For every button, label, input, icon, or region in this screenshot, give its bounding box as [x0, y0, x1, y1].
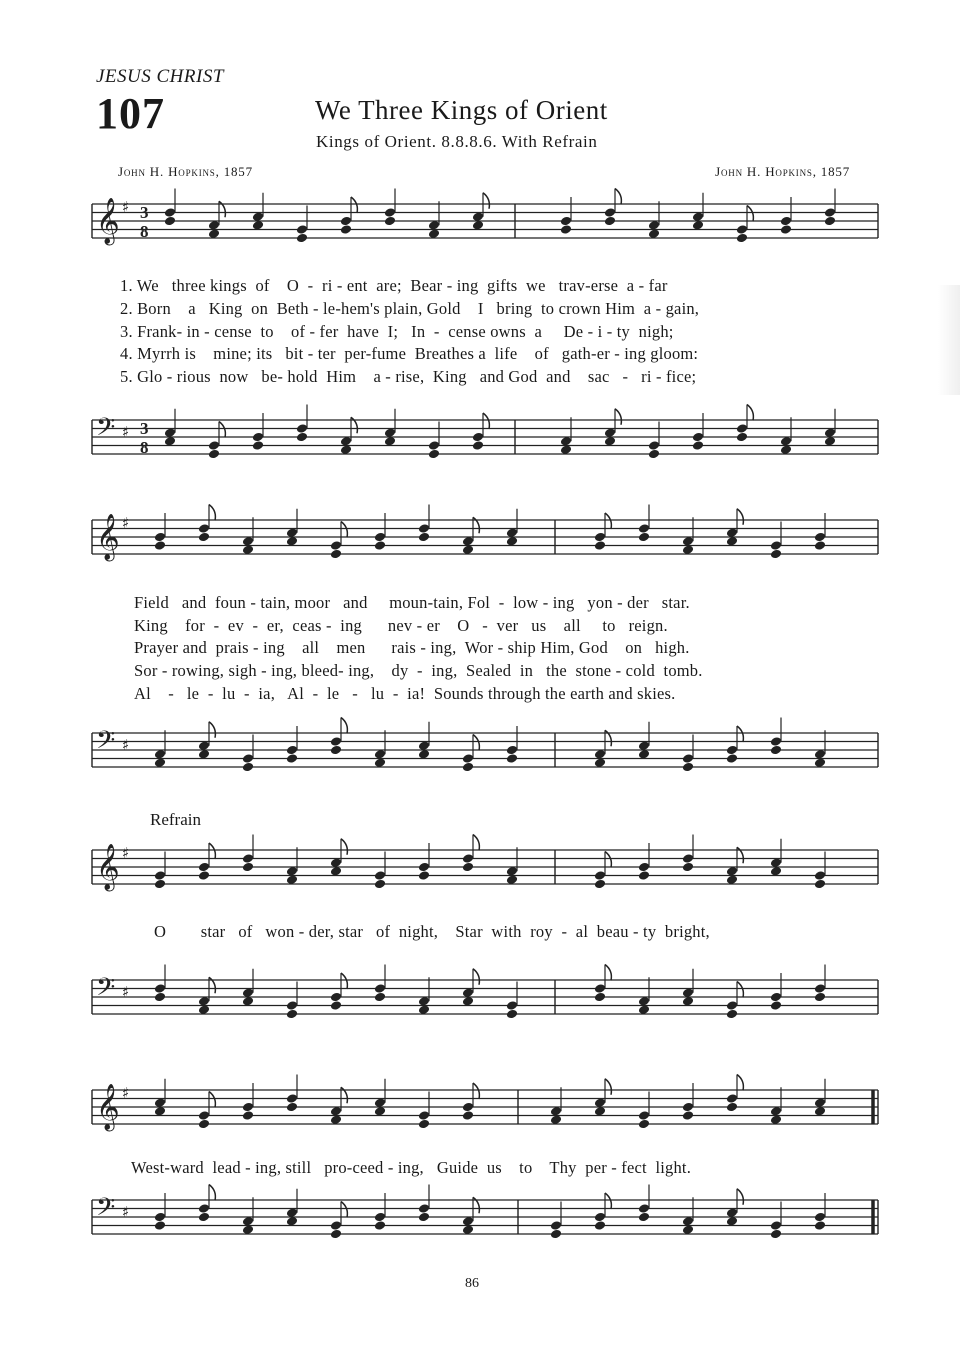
- notehead: [824, 216, 836, 227]
- notehead: [648, 440, 660, 451]
- notehead: [814, 992, 826, 1003]
- notehead: [374, 992, 386, 1003]
- note-flag: [341, 718, 347, 734]
- notehead: [736, 423, 748, 434]
- notehead: [286, 1009, 298, 1020]
- notehead: [594, 879, 606, 890]
- notehead: [164, 216, 176, 227]
- notehead: [330, 745, 342, 756]
- notehead: [374, 1212, 386, 1223]
- verse-5-line-b: Al - le - lu - ia, Al - le - lu - ia! Sounds through the earth and skies.: [134, 684, 676, 703]
- notehead: [418, 523, 430, 534]
- notehead: [814, 532, 826, 543]
- notehead: [384, 207, 396, 218]
- note-flag: [737, 982, 743, 998]
- notehead: [154, 1220, 166, 1231]
- notehead: [736, 432, 748, 443]
- notehead: [780, 216, 792, 227]
- sharp-icon: ♯: [122, 514, 130, 532]
- notehead: [506, 745, 518, 756]
- notehead: [286, 1093, 298, 1104]
- notehead: [418, 1203, 430, 1214]
- note-flag: [341, 839, 347, 855]
- words-credit: John H. Hopkins, 1857: [118, 164, 253, 179]
- notehead: [770, 736, 782, 747]
- notehead: [638, 523, 650, 534]
- notehead: [550, 1220, 562, 1231]
- notehead: [736, 233, 748, 244]
- notehead: [242, 1102, 254, 1113]
- notehead: [506, 1009, 518, 1020]
- notehead: [242, 762, 254, 773]
- refrain-line-2: West-ward lead - ing, still pro-ceed - ing, Guide us to Thy per - fect light.: [131, 1158, 692, 1177]
- sharp-icon: ♯: [122, 983, 130, 1001]
- notehead: [560, 216, 572, 227]
- notehead: [594, 983, 606, 994]
- hymn-title: We Three Kings of Orient: [315, 95, 608, 125]
- notehead: [374, 532, 386, 543]
- notehead: [154, 992, 166, 1003]
- notehead: [198, 532, 210, 543]
- notehead: [648, 449, 660, 460]
- notehead: [462, 753, 474, 764]
- notehead: [374, 540, 386, 551]
- treble-clef-icon: 𝄞: [96, 1084, 120, 1130]
- note-flag: [615, 189, 621, 205]
- notehead: [330, 1000, 342, 1011]
- notehead: [726, 1093, 738, 1104]
- notehead: [198, 1110, 210, 1121]
- notehead: [296, 224, 308, 235]
- note-flag: [209, 505, 215, 521]
- notehead: [330, 736, 342, 747]
- notehead: [770, 1229, 782, 1240]
- page-edge-shadow: [938, 285, 960, 395]
- notehead: [418, 1110, 430, 1121]
- note-flag: [737, 726, 743, 742]
- note-flag: [341, 973, 347, 989]
- verse-4-line-a: 4. Myrrh is mine; its bit - ter per-fume Breathes a life of gath-er - ing gloom:: [120, 344, 699, 363]
- notehead: [286, 745, 298, 756]
- notehead: [726, 745, 738, 756]
- note-flag: [605, 965, 611, 981]
- verse-3-line-a: 3. Frank- in - cense to of - fer have I; In - cense owns a De - i - ty nigh;: [120, 322, 674, 341]
- notehead: [154, 532, 166, 543]
- notehead: [418, 1212, 430, 1223]
- notehead: [154, 983, 166, 994]
- notehead: [462, 853, 474, 864]
- notehead: [374, 983, 386, 994]
- treble-clef-icon: 𝄞: [96, 514, 120, 560]
- treble-clef-icon: 𝄞: [96, 198, 120, 244]
- note-flag: [341, 1202, 347, 1218]
- bass-clef-icon: 𝄢: [96, 973, 116, 1008]
- notehead: [770, 1220, 782, 1231]
- notehead: [814, 879, 826, 890]
- notehead: [604, 207, 616, 218]
- notehead: [638, 1110, 650, 1121]
- notehead: [692, 440, 704, 451]
- notehead: [594, 870, 606, 881]
- notehead: [330, 992, 342, 1003]
- notehead: [154, 540, 166, 551]
- notehead: [814, 1220, 826, 1231]
- notehead: [462, 862, 474, 873]
- note-flag: [351, 197, 357, 213]
- notehead: [242, 1110, 254, 1121]
- refrain-label: Refrain: [150, 810, 201, 829]
- note-flag: [219, 422, 225, 438]
- note-flag: [341, 522, 347, 538]
- notehead: [198, 862, 210, 873]
- notehead: [428, 449, 440, 460]
- notehead: [594, 1220, 606, 1231]
- notehead: [340, 216, 352, 227]
- bass-clef-icon: 𝄢: [96, 413, 116, 448]
- notehead: [682, 762, 694, 773]
- notehead: [154, 870, 166, 881]
- note-flag: [737, 1189, 743, 1205]
- note-flag: [483, 413, 489, 429]
- notehead: [208, 440, 220, 451]
- notehead: [374, 1220, 386, 1231]
- notehead: [814, 540, 826, 551]
- section-heading: JESUS CHRIST: [96, 66, 224, 87]
- notehead: [638, 870, 650, 881]
- note-flag: [737, 509, 743, 525]
- note-flag: [605, 1079, 611, 1095]
- notehead: [296, 432, 308, 443]
- notehead: [726, 1009, 738, 1020]
- notehead: [604, 216, 616, 227]
- hymn-number: 107: [96, 89, 165, 138]
- notehead: [330, 549, 342, 560]
- notehead: [814, 983, 826, 994]
- notehead: [242, 753, 254, 764]
- notehead: [462, 1102, 474, 1113]
- notehead: [682, 862, 694, 873]
- note-flag: [209, 1185, 215, 1201]
- notehead: [824, 207, 836, 218]
- notehead: [418, 532, 430, 543]
- notehead: [692, 432, 704, 443]
- notehead: [726, 1000, 738, 1011]
- notehead: [594, 992, 606, 1003]
- notehead: [198, 523, 210, 534]
- note-flag: [747, 405, 753, 421]
- notehead: [770, 540, 782, 551]
- notehead: [198, 1119, 210, 1130]
- notehead: [814, 1212, 826, 1223]
- notehead: [374, 870, 386, 881]
- notehead: [638, 862, 650, 873]
- time-signature-top: 3: [140, 203, 149, 222]
- notehead: [770, 992, 782, 1003]
- note-flag: [473, 835, 479, 851]
- notehead: [418, 862, 430, 873]
- note-flag: [483, 193, 489, 209]
- note-flag: [605, 852, 611, 868]
- notehead: [198, 1203, 210, 1214]
- notehead: [296, 233, 308, 244]
- notehead: [296, 423, 308, 434]
- verse-3-line-b: Prayer and prais - ing all men rais - ing, Wor - ship Him, God on high.: [134, 638, 690, 657]
- sharp-icon: ♯: [122, 423, 130, 441]
- sharp-icon: ♯: [122, 1084, 130, 1102]
- notehead: [198, 870, 210, 881]
- notehead: [682, 1102, 694, 1113]
- notehead: [726, 753, 738, 764]
- note-flag: [473, 1083, 479, 1099]
- verse-2-line-b: King for - ev - er, ceas - ing nev - er O - ver us all to reign.: [134, 616, 668, 635]
- notehead: [736, 224, 748, 235]
- note-flag: [209, 843, 215, 859]
- time-signature-bottom: 8: [140, 222, 149, 241]
- notehead: [286, 1102, 298, 1113]
- notehead: [154, 1212, 166, 1223]
- notehead: [340, 224, 352, 235]
- sharp-icon: ♯: [122, 198, 130, 216]
- notehead: [506, 753, 518, 764]
- tune-meter: Kings of Orient. 8.8.8.6. With Refrain: [316, 132, 598, 151]
- notehead: [330, 1229, 342, 1240]
- notehead: [726, 1102, 738, 1113]
- notehead: [594, 540, 606, 551]
- page-number: 86: [465, 1276, 479, 1291]
- notehead: [770, 549, 782, 560]
- note-flag: [473, 969, 479, 985]
- note-flag: [209, 1092, 215, 1108]
- verse-5-line-a: 5. Glo - rious now be- hold Him a - rise, King and God and sac - ri - fice;: [120, 367, 697, 386]
- notehead: [770, 1000, 782, 1011]
- music-credit: John H. Hopkins, 1857: [715, 164, 850, 179]
- notehead: [154, 879, 166, 890]
- notehead: [638, 1212, 650, 1223]
- notehead: [286, 753, 298, 764]
- notehead: [472, 432, 484, 443]
- notehead: [242, 853, 254, 864]
- notehead: [638, 532, 650, 543]
- notehead: [242, 862, 254, 873]
- note-flag: [209, 722, 215, 738]
- note-flag: [737, 1075, 743, 1091]
- notehead: [198, 1212, 210, 1223]
- notehead: [638, 1203, 650, 1214]
- notehead: [682, 853, 694, 864]
- bass-clef-icon: 𝄢: [96, 726, 116, 761]
- verse-1-line-b: Field and foun - tain, moor and moun-tain, Fol - low - ing yon - der star.: [134, 593, 690, 612]
- note-flag: [605, 513, 611, 529]
- time-signature-top: 3: [140, 419, 149, 438]
- notehead: [384, 216, 396, 227]
- notehead: [594, 532, 606, 543]
- notehead: [418, 1119, 430, 1130]
- notehead: [594, 1212, 606, 1223]
- refrain-line-1: O star of won - der, star of night, Star with roy - al beau - ty bright,: [154, 922, 710, 941]
- notehead: [462, 1110, 474, 1121]
- notehead: [506, 1000, 518, 1011]
- notehead: [550, 1229, 562, 1240]
- verse-4-line-b: Sor - rowing, sigh - ing, bleed- ing, dy - ing, Sealed in the stone - cold tomb.: [134, 661, 703, 680]
- time-signature-bottom: 8: [140, 438, 149, 457]
- notehead: [770, 745, 782, 756]
- notehead: [286, 1000, 298, 1011]
- notehead: [330, 1220, 342, 1231]
- notehead: [418, 870, 430, 881]
- note-flag: [747, 206, 753, 222]
- notehead: [682, 1110, 694, 1121]
- bass-clef-icon: 𝄢: [96, 1193, 116, 1228]
- notehead: [472, 440, 484, 451]
- verse-1-line-a: 1. We three kings of O - ri - ent are; Bear - ing gifts we trav-erse a - far: [120, 276, 668, 295]
- sharp-icon: ♯: [122, 844, 130, 862]
- notehead: [330, 540, 342, 551]
- notehead: [374, 879, 386, 890]
- sharp-icon: ♯: [122, 736, 130, 754]
- notehead: [252, 432, 264, 443]
- notehead: [252, 440, 264, 451]
- note-flag: [605, 1193, 611, 1209]
- notehead: [638, 1119, 650, 1130]
- note-flag: [473, 735, 479, 751]
- notehead: [560, 224, 572, 235]
- verse-2-line-a: 2. Born a King on Beth - le-hem's plain, Gold I bring to crown Him a - gain,: [120, 299, 700, 318]
- treble-clef-icon: 𝄞: [96, 844, 120, 890]
- notehead: [814, 870, 826, 881]
- notehead: [164, 207, 176, 218]
- notehead: [462, 762, 474, 773]
- notehead: [682, 753, 694, 764]
- notehead: [780, 224, 792, 235]
- notehead: [428, 440, 440, 451]
- note-flag: [615, 409, 621, 425]
- sharp-icon: ♯: [122, 1203, 130, 1221]
- notehead: [208, 449, 220, 460]
